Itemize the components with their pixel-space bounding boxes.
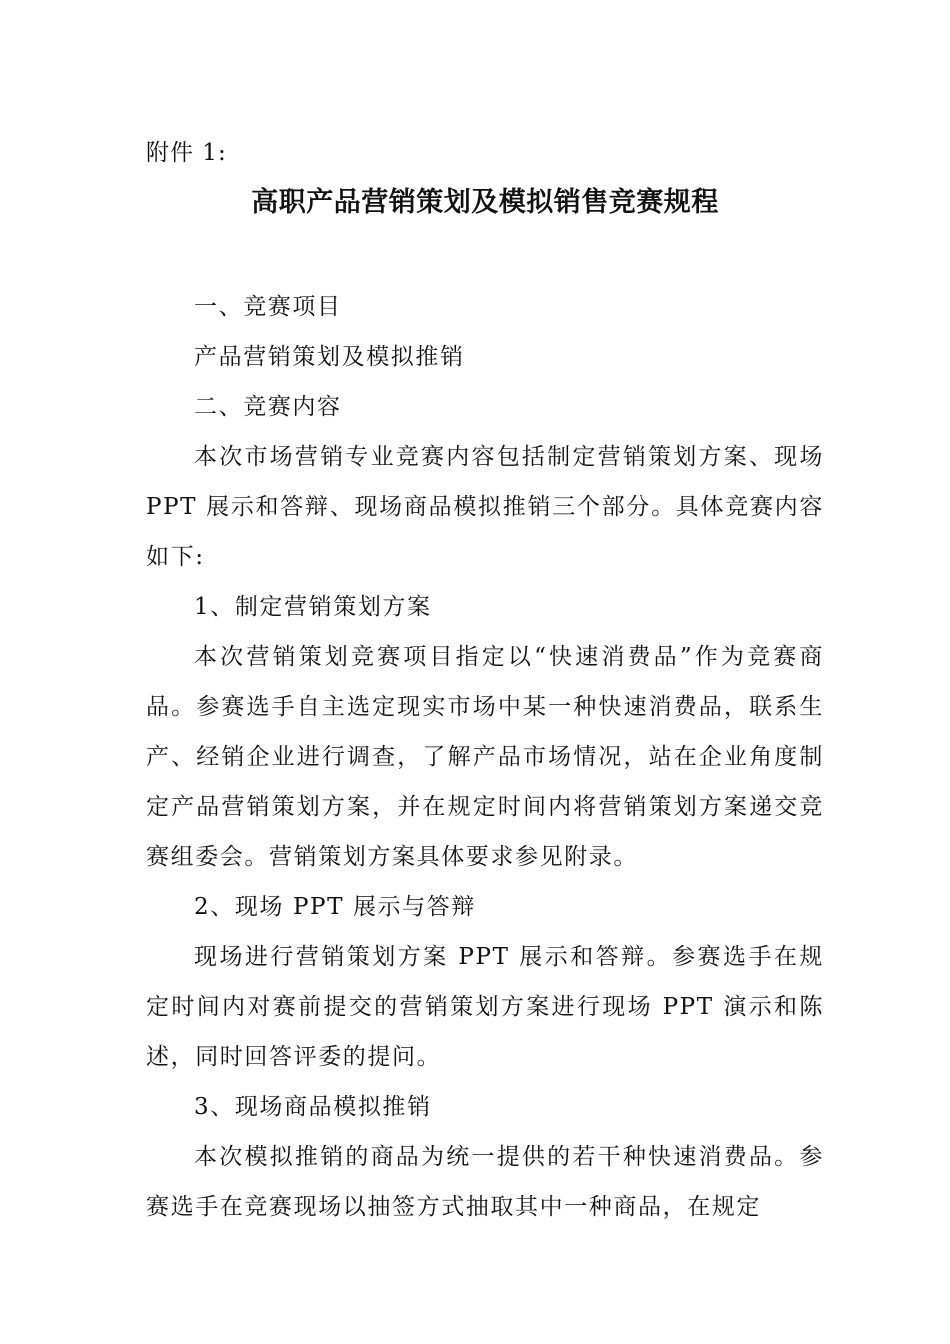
section-heading-2: 二、竞赛内容: [194, 394, 342, 420]
subsection-heading-2: 2、现场 PPT 展示与答辩: [194, 894, 476, 920]
section-1-body: 产品营销策划及模拟推销: [194, 344, 465, 370]
subsection-heading-1: 1、制定营销策划方案: [194, 594, 432, 620]
attachment-label: 附件 1:: [146, 140, 227, 166]
document-page: [146, 128, 824, 1232]
subsection-2-body: 现场进行营销策划方案 PPT 展示和答辩。参赛选手在规定时间内对赛前提交的营销策划方案进行现场 PPT 演示和陈述，同时回答评委的提问。: [146, 944, 824, 1070]
section-2-intro: 本次市场营销专业竞赛内容包括制定营销策划方案、现场 PPT 展示和答辩、现场商品模拟推销三个部分。具体竞赛内容如下:: [146, 444, 824, 570]
subsection-3-body: 本次模拟推销的商品为统一提供的若干种快速消费品。参赛选手在竞赛现场以抽签方式抽取其中一种商品，在规定: [146, 1144, 824, 1220]
document-title: 高职产品营销策划及模拟销售竞赛规程: [251, 187, 719, 218]
subsection-1-body: 本次营销策划竞赛项目指定以“快速消费品”作为竞赛商品。参赛选手自主选定现实市场中某一种快速消费品，联系生产、经销企业进行调查，了解产品市场情况，站在企业角度制定产品营销策划方案，并在规定时间内将营销策划方案递交竞赛组委会。营销策划方案具体要求参见附录。: [146, 644, 824, 870]
subsection-heading-3: 3、现场商品模拟推销: [194, 1094, 432, 1120]
section-heading-1: 一、竞赛项目: [194, 294, 342, 320]
